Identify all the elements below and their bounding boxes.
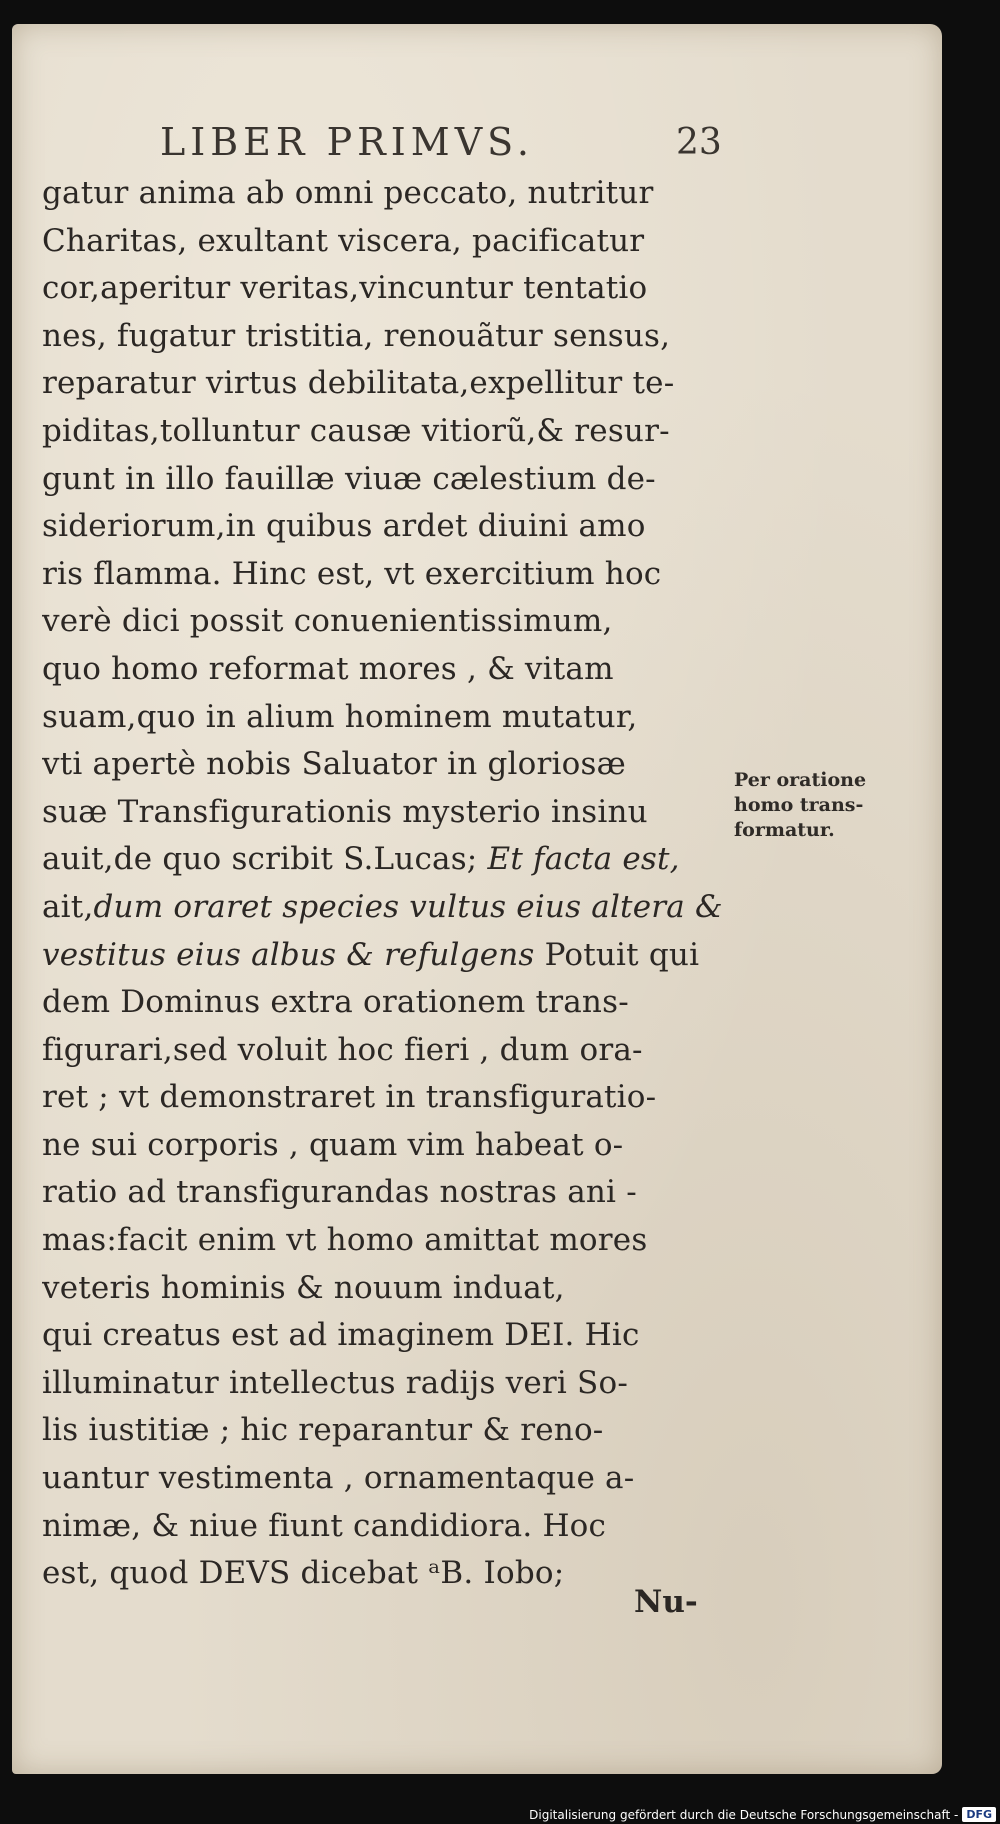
text-segment: lis iustitiæ ; hic reparantur & reno- — [42, 1412, 604, 1449]
text-segment: dem Dominus extra orationem trans- — [42, 984, 629, 1021]
marginal-note-line: homo trans- — [734, 794, 864, 816]
text-line — [42, 1360, 732, 1408]
text-line — [42, 456, 732, 504]
text-segment: auit,de quo scribit S.Lucas; — [42, 841, 488, 878]
text-line — [42, 1503, 732, 1551]
text-segment: veteris hominis & nouum induat, — [42, 1269, 565, 1306]
dfg-logo: DFG — [962, 1807, 996, 1822]
text-line — [42, 1217, 732, 1265]
text-line — [42, 408, 732, 456]
text-line — [42, 551, 732, 599]
text-line — [42, 1407, 732, 1455]
text-line — [42, 884, 732, 932]
italic-quote-segment: dum oraret species vultus eius altera & — [93, 888, 723, 925]
text-segment: est, quod DEVS dicebat ᵃB. Iobo; — [42, 1555, 565, 1592]
text-segment: verè dici possit conuenientissimum, — [42, 603, 613, 640]
text-line — [42, 1027, 732, 1075]
text-line — [42, 979, 732, 1027]
funding-text: Digitalisierung gefördert durch die Deutsche Forschungsgemeinschaft - — [529, 1807, 959, 1822]
italic-quote-segment: Et facta est, — [487, 841, 680, 878]
text-line — [42, 1265, 732, 1313]
funding-note — [529, 1807, 996, 1822]
text-segment: cor,aperitur veritas,vincuntur tentatio — [42, 270, 648, 307]
text-segment: reparatur virtus debilitata,expellitur te- — [42, 365, 675, 402]
text-segment: figurari,sed voluit hoc fieri , dum ora- — [42, 1031, 643, 1068]
text-line — [42, 1550, 732, 1598]
running-head: LIBER PRIMVS. — [160, 120, 534, 164]
text-segment: ris flamma. Hinc est, vt exercitium hoc — [42, 555, 662, 592]
marginal-note — [734, 768, 894, 843]
text-line — [42, 836, 732, 884]
text-line — [42, 932, 732, 980]
book-page — [12, 24, 942, 1774]
text-line — [42, 313, 732, 361]
text-line — [42, 218, 732, 266]
text-line — [42, 646, 732, 694]
text-segment: illuminatur intellectus radijs veri So- — [42, 1364, 629, 1401]
text-segment: suam,quo in alium hominem mutatur, — [42, 698, 638, 735]
text-line — [42, 1122, 732, 1170]
text-line — [42, 170, 732, 218]
text-line — [42, 789, 732, 837]
text-segment: Potuit qui — [534, 936, 700, 973]
text-line — [42, 1455, 732, 1503]
italic-quote-segment: vestitus eius albus & refulgens — [42, 936, 535, 973]
marginal-note-line: formatur. — [734, 819, 835, 841]
text-segment: uantur vestimenta , ornamentaque a- — [42, 1460, 635, 1497]
text-line — [42, 1074, 732, 1122]
text-segment: suæ Transfigurationis mysterio insinu — [42, 793, 648, 830]
text-segment: quo homo reformat mores , & vitam — [42, 650, 614, 687]
text-segment: nimæ, & niue fiunt candidiora. Hoc — [42, 1507, 607, 1544]
page-number: 23 — [676, 122, 722, 163]
text-segment: sideriorum,in quibus ardet diuini amo — [42, 508, 646, 545]
body-text — [42, 170, 732, 1598]
text-segment: ne sui corporis , quam vim habeat o- — [42, 1126, 624, 1163]
text-line — [42, 1169, 732, 1217]
text-segment: ret ; vt demonstraret in transfiguratio- — [42, 1079, 657, 1116]
text-line — [42, 694, 732, 742]
text-line — [42, 741, 732, 789]
text-segment: mas:facit enim vt homo amittat mores — [42, 1222, 648, 1259]
text-segment: ratio ad transfigurandas nostras ani - — [42, 1174, 637, 1211]
text-segment: piditas,tolluntur causæ vitiorũ,& resur- — [42, 412, 670, 449]
text-line — [42, 265, 732, 313]
text-segment: ait, — [42, 888, 94, 925]
text-segment: qui creatus est ad imaginem DEI. Hic — [42, 1317, 640, 1354]
text-segment: vti apertè nobis Saluator in gloriosæ — [42, 746, 626, 783]
text-line — [42, 360, 732, 408]
text-line — [42, 1312, 732, 1360]
catchword: Nu- — [634, 1584, 698, 1620]
text-segment: gatur anima ab omni peccato, nutritur — [42, 175, 654, 211]
text-line — [42, 503, 732, 551]
marginal-note-line: Per oratione — [734, 769, 867, 791]
text-segment: gunt in illo fauillæ viuæ cælestium de- — [42, 460, 656, 497]
text-segment: Charitas, exultant viscera, pacificatur — [42, 222, 645, 259]
text-line — [42, 598, 732, 646]
text-segment: nes, fugatur tristitia, renouãtur sensus, — [42, 317, 671, 354]
